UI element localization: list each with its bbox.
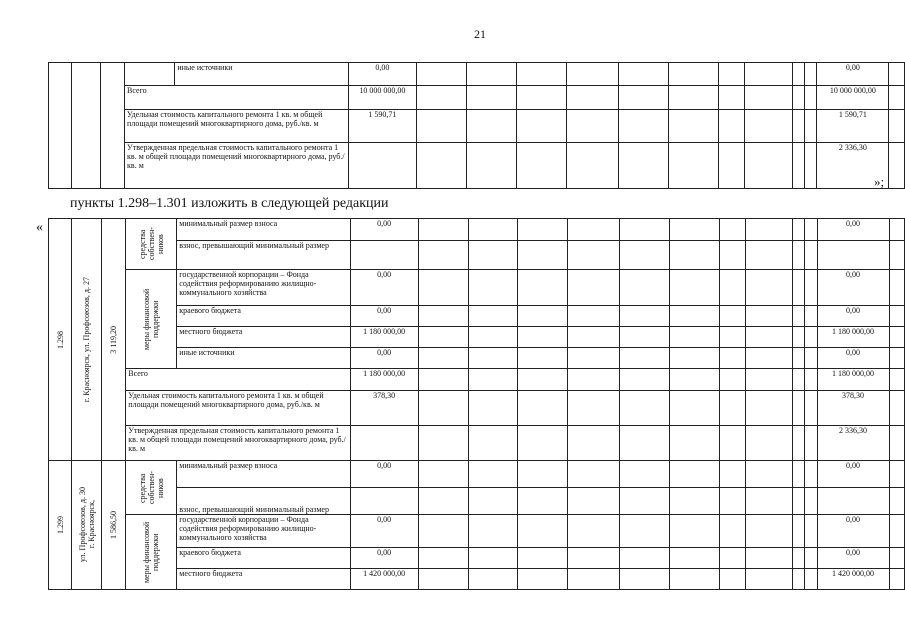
group-owners: средства собствен-ников	[137, 227, 165, 261]
entry-area: 1 586,50	[109, 511, 119, 539]
table-row	[49, 348, 905, 369]
row-total: 1 180 000,00	[817, 327, 889, 348]
row-total	[817, 488, 889, 515]
table-row	[49, 569, 905, 590]
row-value	[350, 241, 418, 270]
row-total: 10 000 000,00	[817, 86, 889, 110]
row-total	[817, 241, 889, 270]
row-value	[348, 143, 416, 189]
row-total: 2 336,30	[817, 426, 889, 461]
row-label: Удельная стоимость капитального ремонта 1 кв. м общей площади помещений многоквартирного дома, руб./кв. м	[126, 391, 350, 426]
row-value: 0,00	[350, 219, 418, 241]
entry-number: 1.298	[55, 330, 65, 349]
row-value	[350, 426, 418, 461]
row-total: 1 590,71	[817, 110, 889, 143]
main-table	[48, 218, 905, 590]
row-value: 0,00	[350, 548, 418, 569]
row-total: 0,00	[817, 219, 889, 241]
row-label: Утвержденная предельная стоимость капитального ремонта 1 кв. м общей площади помещений многоквартирного дома, руб./кв. м	[126, 426, 350, 461]
row-label: местного бюджета	[177, 327, 350, 348]
table-row	[49, 515, 905, 548]
row-value: 10 000 000,00	[348, 86, 416, 110]
table-row	[49, 63, 905, 86]
row-total: 0,00	[817, 461, 889, 488]
table-row	[49, 143, 905, 189]
row-value: 0,00	[350, 348, 418, 369]
table-row	[49, 327, 905, 348]
row-value: 0,00	[348, 63, 416, 86]
row-label: государственной корпорации – Фонда содействия реформированию жилищно-коммунального хозяйства	[177, 515, 350, 548]
table-row	[49, 548, 905, 569]
table-row	[49, 369, 905, 391]
row-value: 0,00	[350, 306, 418, 327]
row-total: 0,00	[817, 270, 889, 306]
table-row	[49, 110, 905, 143]
row-label: краевого бюджета	[177, 548, 350, 569]
table-row	[49, 86, 905, 110]
row-total: 0,00	[817, 63, 889, 86]
row-total: 1 420 000,00	[817, 569, 889, 590]
entry-address-line2: ул. Профсоюзов, д. 30	[77, 487, 87, 563]
row-label: Всего	[125, 86, 349, 110]
page-number: 21	[474, 27, 486, 41]
group-support: меры финансовой поддержки	[142, 521, 161, 583]
table-row	[49, 306, 905, 327]
table-row	[49, 488, 905, 515]
row-total: 0,00	[817, 548, 889, 569]
row-total: 1 180 000,00	[817, 369, 889, 391]
row-label: взнос, превышающий минимальный размер	[177, 241, 350, 270]
row-value: 1 180 000,00	[350, 369, 418, 391]
row-value: 0,00	[350, 270, 418, 306]
group-support: меры финансовой поддержки	[142, 288, 161, 350]
entry-number: 1.299	[55, 516, 65, 534]
amendment-paragraph: пункты 1.298–1.301 изложить в следующей редакции	[70, 196, 389, 211]
row-label: иные источники	[177, 348, 350, 369]
row-value	[350, 488, 418, 515]
entry-address: г. Красноярск, ул. Профсоюзов, д. 27	[82, 276, 92, 403]
row-value: 1 420 000,00	[350, 569, 418, 590]
row-label: иные источники	[175, 63, 348, 86]
row-label: минимальный размер взноса	[177, 461, 350, 488]
row-label: взнос, превышающий минимальный размер	[177, 488, 350, 515]
closing-quote: »;	[874, 174, 885, 189]
opening-quote: «	[36, 220, 43, 235]
row-label: Всего	[126, 369, 350, 391]
row-label: минимальный размер взноса	[177, 219, 350, 241]
row-total: 378,30	[817, 391, 889, 426]
row-value: 378,30	[350, 391, 418, 426]
row-value: 1 180 000,00	[350, 327, 418, 348]
table-row	[49, 219, 905, 241]
row-value: 0,00	[350, 461, 418, 488]
table-row	[49, 461, 905, 488]
row-total: 0,00	[817, 348, 889, 369]
group-owners: средства собствен-ников	[137, 471, 165, 504]
table-row	[49, 426, 905, 461]
row-label: Утвержденная предельная стоимость капитального ремонта 1 кв. м общей площади помещений многоквартирного дома, руб./кв. м	[125, 143, 349, 189]
top-table	[48, 62, 905, 189]
table-row	[49, 241, 905, 270]
row-total: 0,00	[817, 515, 889, 548]
row-value: 0,00	[350, 515, 418, 548]
row-value: 1 590,71	[348, 110, 416, 143]
table-row	[49, 270, 905, 306]
row-label: местного бюджета	[177, 569, 350, 590]
row-label: Удельная стоимость капитального ремонта 1 кв. м общей площади помещений многоквартирного дома, руб./кв. м	[125, 110, 349, 143]
row-label: краевого бюджета	[177, 306, 350, 327]
entry-address-line1: г. Красноярск,	[86, 500, 96, 550]
entry-area: 3 119,20	[109, 325, 119, 354]
row-label: государственной корпорации – Фонда содействия реформированию жилищно-коммунального хозяйства	[177, 270, 350, 306]
row-total: 2 336,30	[817, 143, 889, 189]
entry-address	[72, 487, 101, 562]
table-row	[49, 391, 905, 426]
row-total: 0,00	[817, 306, 889, 327]
